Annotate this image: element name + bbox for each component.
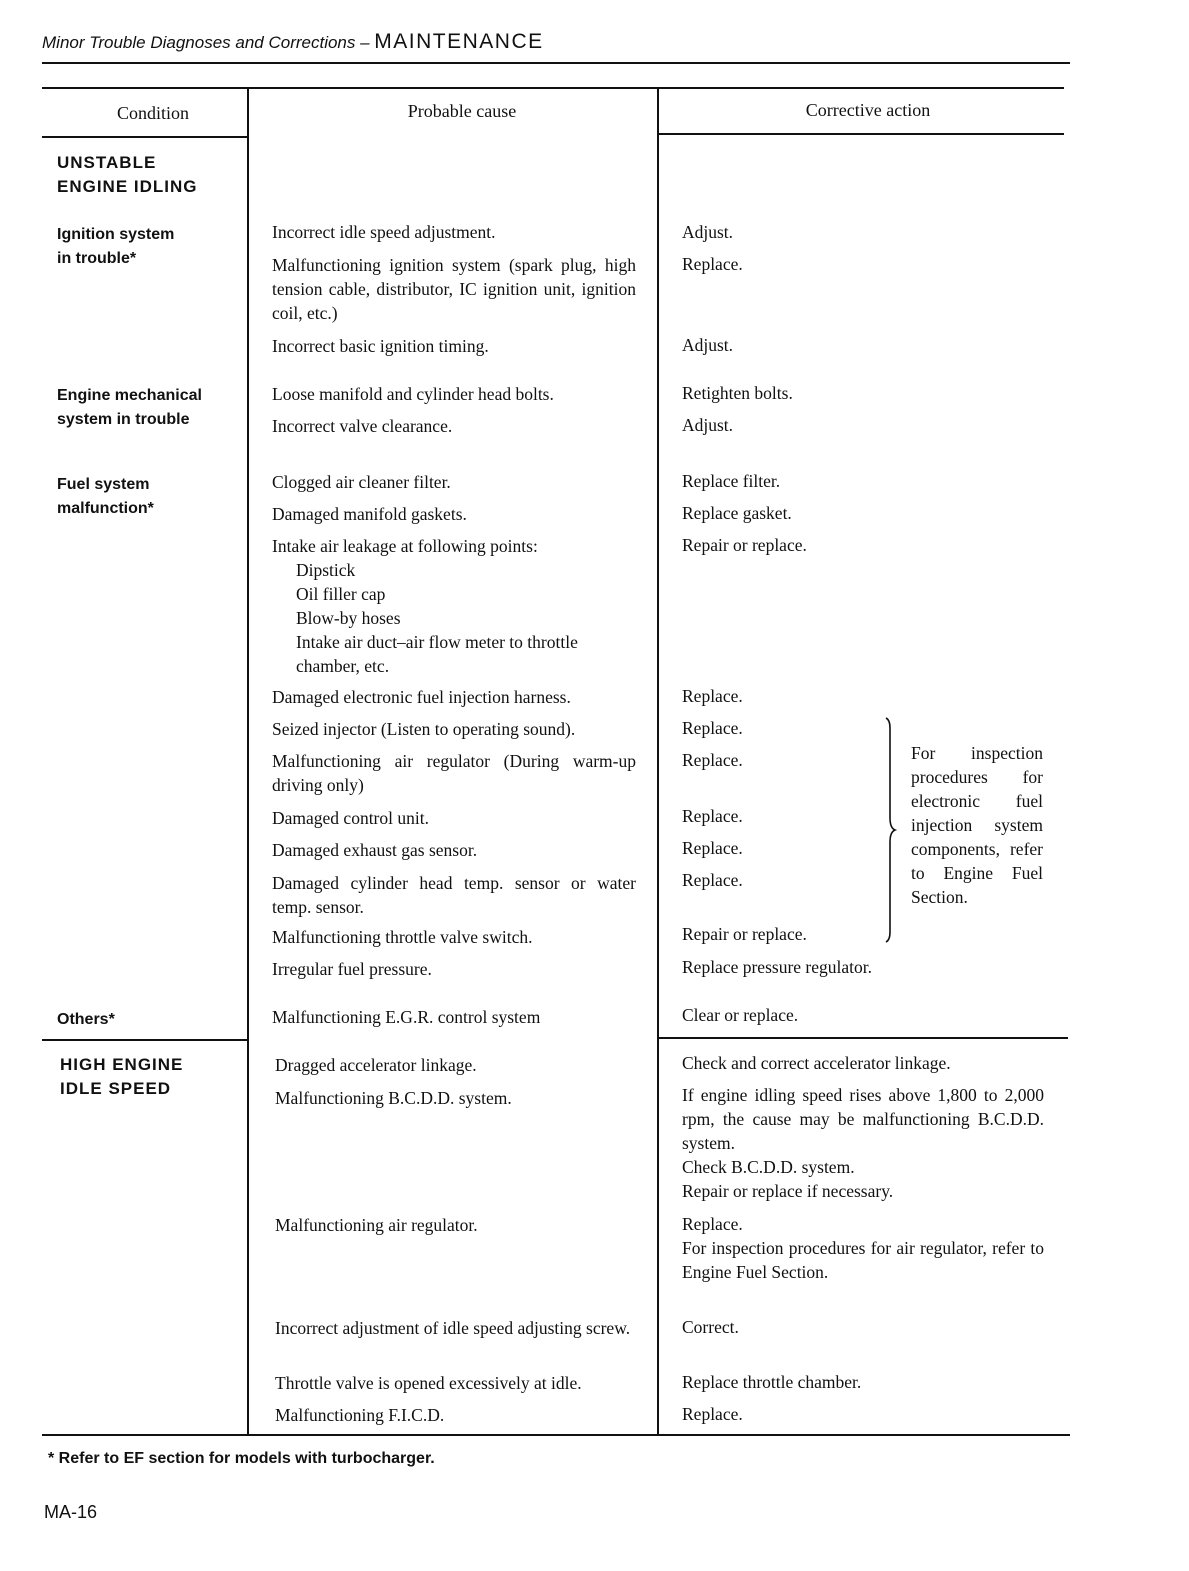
action-row: Clear or replace. [682,1005,799,1025]
action-row: Replace filter. [682,471,781,491]
action-bcdd-check: Check B.C.D.D. system. [682,1157,855,1177]
cause-row: Incorrect valve clearance. [272,416,453,436]
condition-fuel-system: Fuel system malfunction* [57,476,154,517]
cause-row: Damaged exhaust gas sensor. [272,840,478,860]
cause-row-intake-leakage [272,534,636,678]
right-brace-icon [878,714,902,946]
table-top-rule [42,87,1064,89]
cause-row: Malfunctioning F.I.C.D. [275,1405,445,1425]
action-row: Replace. [682,870,743,890]
cause-row: Damaged control unit. [272,808,429,828]
cause-row: Malfunctioning B.C.D.D. system. [275,1088,512,1108]
section-rule-action [658,1037,1068,1039]
action-air-regulator-replace: Replace. [682,1214,743,1234]
footnote: * Refer to EF section for models with turbocharger. [48,1450,435,1467]
column-divider-2 [657,88,659,1435]
cause-point-oil-filler-cap: Oil filler cap [296,584,386,604]
action-row: Check and correct accelerator linkage. [682,1053,951,1073]
cause-point-intake-duct: Intake air duct–air flow meter to throttle chamber, etc. [296,632,578,676]
column-header-condition: Condition [116,103,189,123]
action-row-air-regulator [682,1212,1044,1284]
cause-row: Clogged air cleaner filter. [272,472,451,492]
action-row: Retighten bolts. [682,383,793,403]
action-row: Replace. [682,1404,743,1424]
cause-row: Seized injector (Listen to operating sound). [272,719,576,739]
cause-intake-leakage-title: Intake air leakage at following points: [272,536,538,556]
header-rule-action [658,133,1064,135]
action-row-bcdd [682,1083,1044,1203]
action-row: Replace. [682,750,743,770]
header-rule [42,62,1070,64]
cause-row: Malfunctioning air regulator. [275,1215,478,1235]
cause-row: Dragged accelerator linkage. [275,1055,477,1075]
header-rule-condition [42,136,248,138]
condition-others: Others* [57,1011,115,1028]
action-row: Replace. [682,838,743,858]
cause-row: Loose manifold and cylinder head bolts. [272,384,554,404]
action-row: Replace. [682,718,743,738]
bracket-note: For inspection procedures for electronic fuel injection system components, refer to Engine Fuel Section. [911,743,1043,907]
column-header-cause: Probable cause [407,101,517,121]
cause-point-dipstick: Dipstick [296,560,356,580]
cause-row: Malfunctioning air regulator (During warm-up driving only) [272,751,636,795]
column-header-action: Corrective action [805,100,931,120]
action-row: Adjust. [682,335,734,355]
cause-row: Incorrect idle speed adjustment. [272,222,496,242]
cause-row: Throttle valve is opened excessively at idle. [275,1373,582,1393]
action-bcdd-repair: Repair or replace if necessary. [682,1181,894,1201]
cause-row: Malfunctioning throttle valve switch. [272,927,533,947]
action-bcdd-explanation: If engine idling speed rises above 1,800 to 2,000 rpm, the cause may be malfunctioning B.C.D.D. system. [682,1085,1044,1153]
action-row: Correct. [682,1317,739,1337]
action-row: Adjust. [682,222,734,242]
cause-row: Incorrect basic ignition timing. [272,336,489,356]
cause-row: Incorrect adjustment of idle speed adjusting screw. [275,1318,631,1338]
cause-row: Malfunctioning E.G.R. control system [272,1007,541,1027]
cause-row: Damaged cylinder head temp. sensor or water temp. sensor. [272,873,636,917]
condition-engine-mechanical: Engine mechanical system in trouble [57,387,202,428]
action-row: Replace pressure regulator. [682,957,872,977]
condition-unstable-idling: UNSTABLE ENGINE IDLING [57,153,198,196]
action-air-regulator-note: For inspection procedures for air regulator, refer to Engine Fuel Section. [682,1238,1044,1282]
action-row: Replace gasket. [682,503,792,523]
condition-high-idle-speed: HIGH ENGINE IDLE SPEED [60,1055,184,1098]
action-row: Repair or replace. [682,924,807,944]
cause-point-blowby-hoses: Blow-by hoses [296,608,401,628]
action-row: Replace. [682,806,743,826]
cause-row: Damaged electronic fuel injection harness. [272,687,571,707]
cause-row: Irregular fuel pressure. [272,959,432,979]
condition-ignition-system: Ignition system in trouble* [57,226,175,267]
section-rule-condition [42,1039,248,1041]
table-bottom-rule [42,1434,1070,1436]
header-chapter-title: MAINTENANCE [374,30,544,53]
column-divider-1 [247,88,249,1435]
page-header [42,30,544,54]
action-row: Repair or replace. [682,535,807,555]
action-row: Replace. [682,254,743,274]
action-row: Replace throttle chamber. [682,1372,862,1392]
header-section-title: Minor Trouble Diagnoses and Corrections – [42,33,375,52]
cause-row: Malfunctioning ignition system (spark plug, high tension cable, distributor, IC ignition unit, ignition coil, etc.) [272,255,636,323]
action-row: Adjust. [682,415,734,435]
page-number: MA-16 [44,1502,98,1522]
cause-row: Damaged manifold gaskets. [272,504,467,524]
action-row: Replace. [682,686,743,706]
